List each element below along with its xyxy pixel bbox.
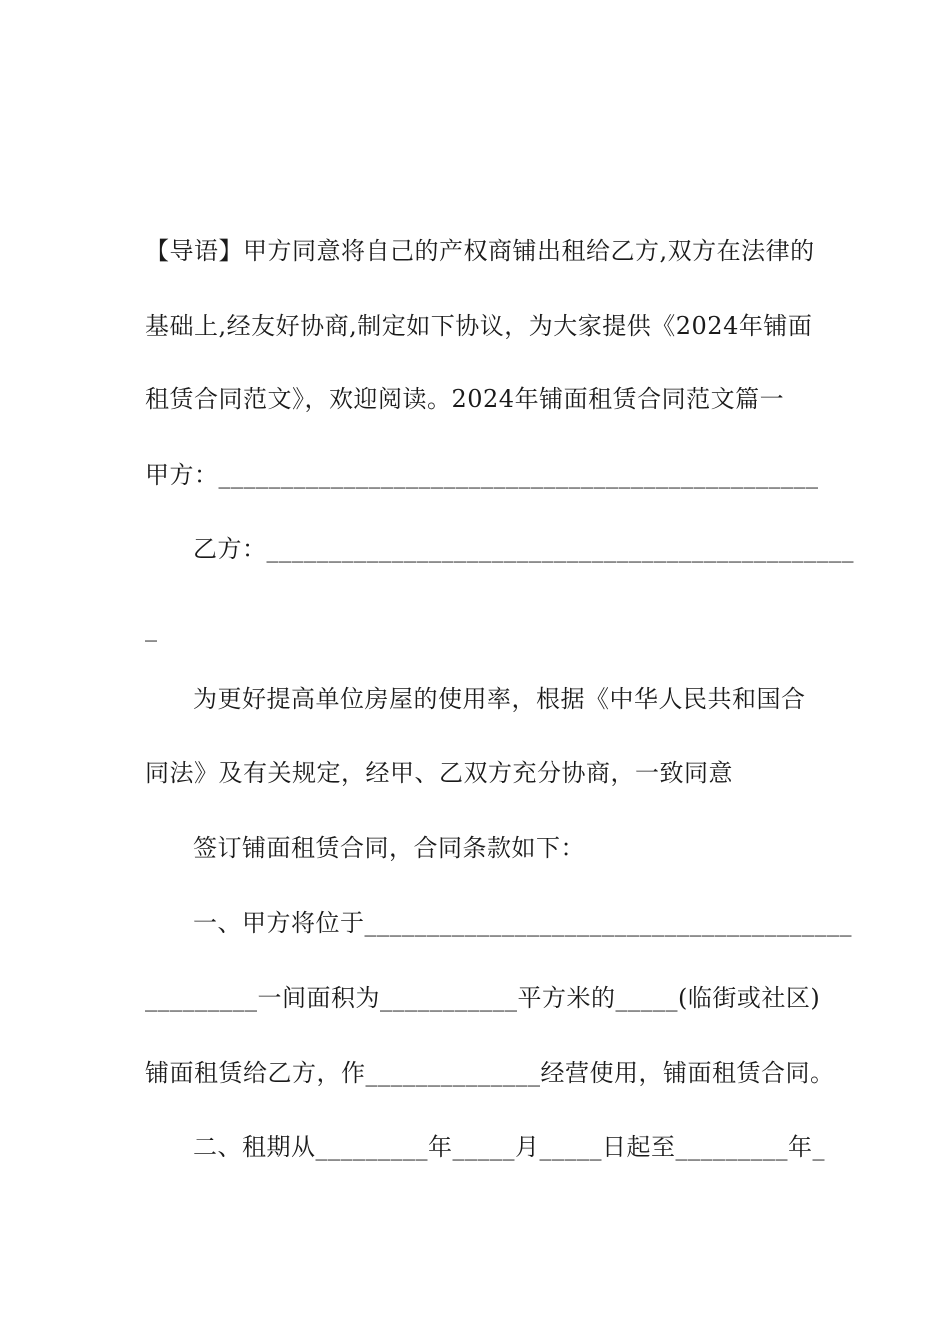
clause-1-line-3: 铺面租赁给乙方，作______________经营使用，铺面租赁合同。 — [145, 1059, 835, 1087]
clause-1-line-1: 一、甲方将位于_______________________________________ — [193, 909, 852, 937]
intro-line-1: 【导语】甲方同意将自己的产权商铺出租给乙方,双方在法律的 — [145, 237, 815, 265]
party-a-line: 甲方：________________________________________________ — [145, 461, 819, 489]
intro-line-3: 租赁合同范文》，欢迎阅读。2024年铺面租赁合同范文篇一 — [145, 385, 785, 413]
clause-2-line-1: 二、租期从_________年_____月_____日起至_________年_ — [193, 1133, 825, 1161]
clause-1-line-2: _________一间面积为___________平方米的_____(临街或社区) — [145, 984, 821, 1012]
preamble-line-1: 为更好提高单位房屋的使用率，根据《中华人民共和国合 — [193, 685, 806, 713]
party-b-continuation: _ — [145, 614, 158, 642]
preamble-line-2: 同法》及有关规定，经甲、乙双方充分协商，一致同意 — [145, 759, 733, 787]
preamble-line-3: 签订铺面租赁合同，合同条款如下： — [193, 834, 585, 862]
party-b-line: 乙方：_______________________________________________ — [193, 535, 854, 563]
intro-line-2: 基础上,经友好协商,制定如下协议，为大家提供《2024年铺面 — [145, 312, 813, 340]
